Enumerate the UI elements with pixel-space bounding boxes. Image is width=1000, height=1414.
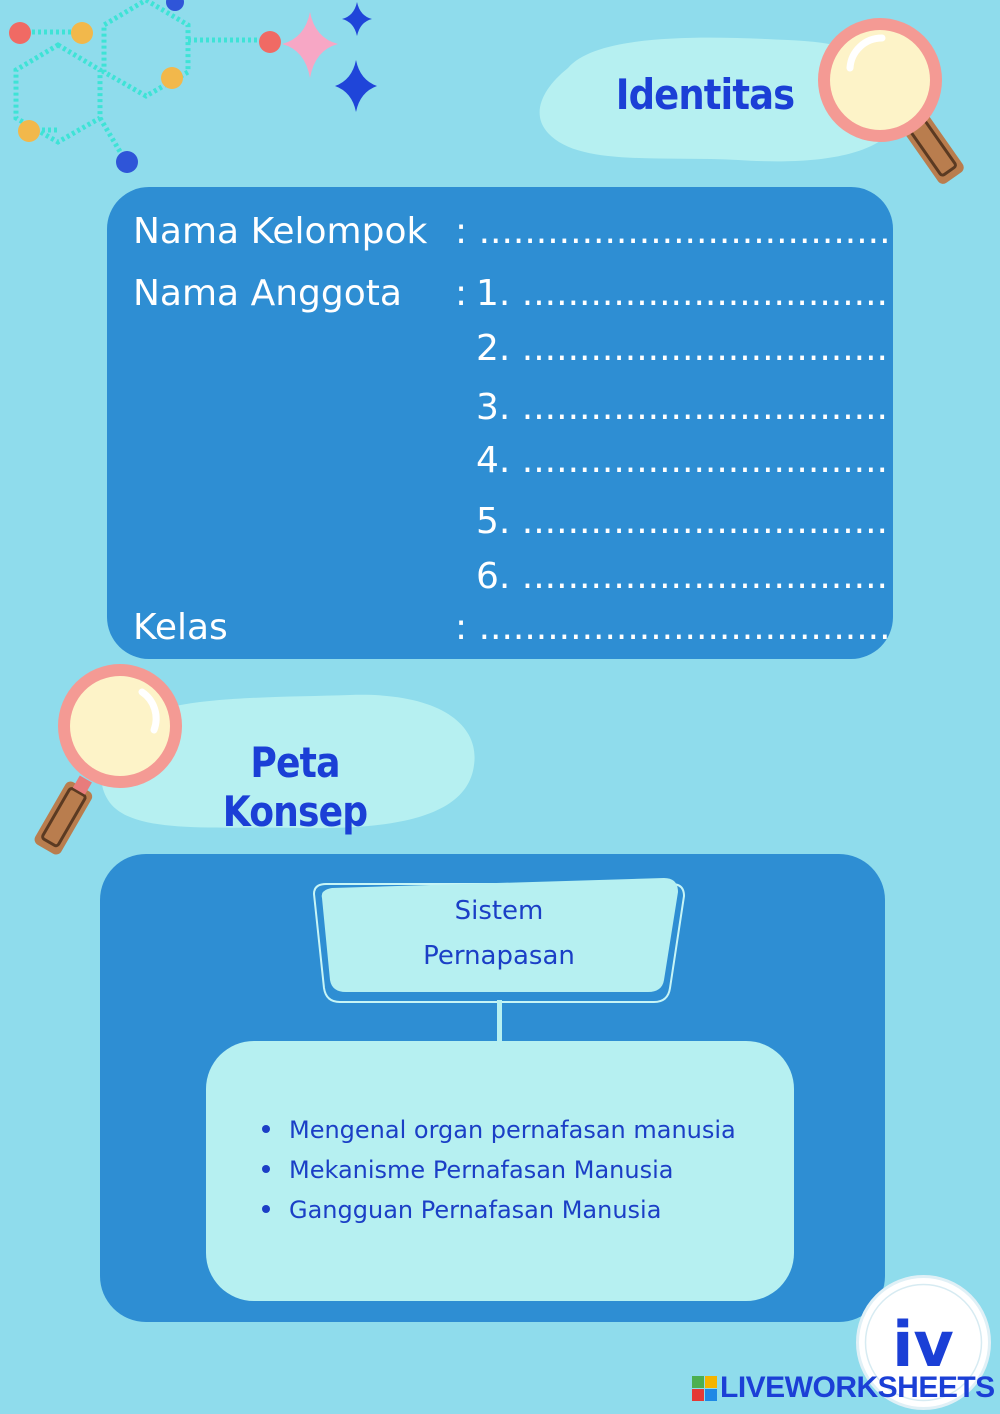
subtopic-text: Gangguan Pernafasan Manusia: [289, 1196, 662, 1224]
member-field-5[interactable]: 5. ................................: [476, 501, 888, 542]
member-field-6[interactable]: 6. ................................: [476, 556, 888, 597]
molecule-decoration-icon: [0, 0, 390, 180]
connector-line: [497, 1000, 502, 1044]
list-item: [262, 1150, 736, 1190]
nama-kelompok-label: Nama Kelompok: [133, 211, 428, 252]
bullet-icon: [262, 1205, 270, 1213]
identitas-title: Identitas: [615, 70, 795, 119]
peta-konsep-title: Peta Konsep: [222, 738, 368, 836]
member-field-2[interactable]: 2. ................................: [476, 328, 888, 369]
bullet-icon: [262, 1125, 270, 1133]
kelas-label: Kelas: [133, 607, 228, 648]
subtopic-text: Mekanisme Pernafasan Manusia: [289, 1156, 674, 1184]
bullet-icon: [262, 1165, 270, 1173]
magnifying-glass-icon: [18, 658, 188, 873]
kelas-field[interactable]: : ....................................: [455, 607, 891, 648]
nama-anggota-label: Nama Anggota: [133, 273, 402, 314]
main-topic-line-2: Pernapasan: [423, 941, 575, 971]
subtopic-text: Mengenal organ pernafasan manusia: [289, 1116, 736, 1144]
member-field-1[interactable]: 1. ................................: [476, 273, 888, 314]
nama-anggota-colon: :: [455, 273, 468, 314]
liveworksheets-logo-icon: [692, 1376, 718, 1402]
member-field-4[interactable]: 4. ................................: [476, 440, 888, 481]
nama-kelompok-field[interactable]: : ....................................: [455, 211, 891, 252]
subtopics-list: [262, 1110, 736, 1230]
badge-text: iv: [892, 1308, 954, 1381]
main-topic-line-1: Sistem: [454, 896, 544, 926]
member-field-3[interactable]: 3. ................................: [476, 387, 888, 428]
list-item: [262, 1190, 736, 1230]
liveworksheets-brand[interactable]: LIVEWORKSHEETS: [720, 1371, 995, 1404]
list-item: [262, 1110, 736, 1150]
